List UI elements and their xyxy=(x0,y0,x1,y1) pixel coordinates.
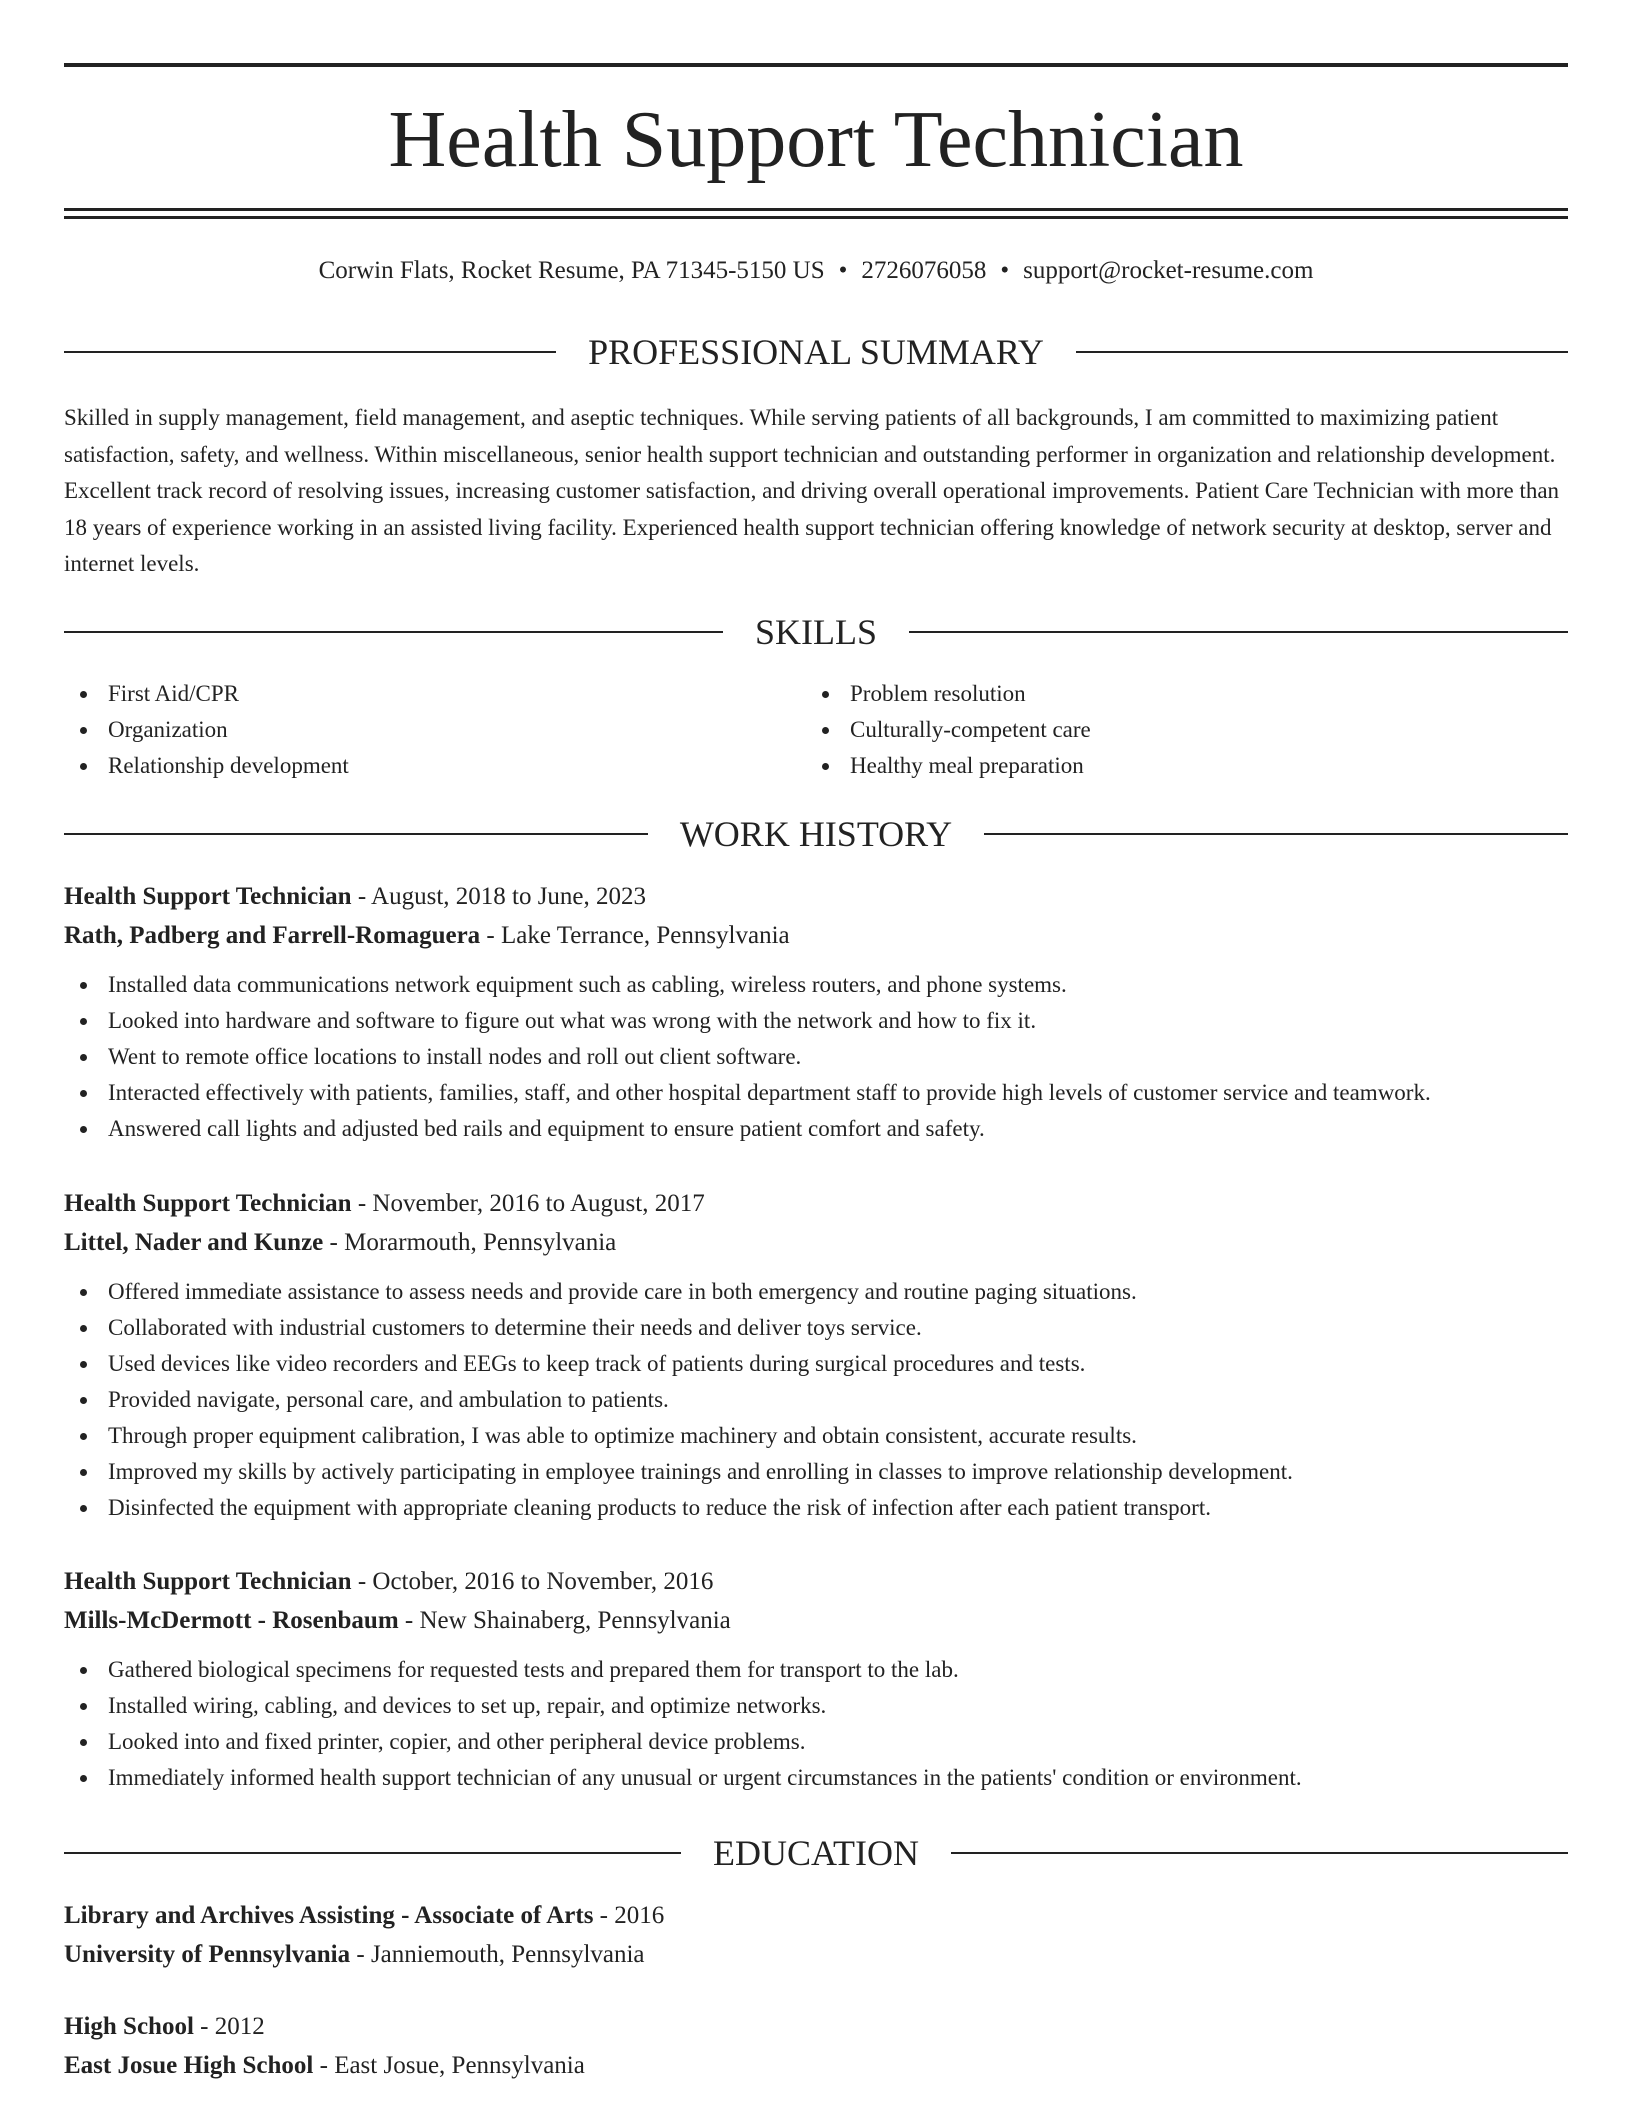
job-company: Littel, Nader and Kunze xyxy=(64,1229,324,1256)
education-location: East Josue, Pennsylvania xyxy=(334,2052,585,2079)
summary-heading-label: PROFESSIONAL SUMMARY xyxy=(588,332,1044,372)
job-company-line: Littel, Nader and Kunze - Morarmouth, Pennsylvania xyxy=(64,1229,617,1256)
heading-rule xyxy=(64,1852,681,1854)
heading-rule xyxy=(1076,351,1568,353)
education-heading xyxy=(64,1831,1568,1875)
job-bullet: Installed wiring, cabling, and devices to set up, repair, and optimize networks. xyxy=(64,1688,1568,1724)
job-location: New Shainaberg, Pennsylvania xyxy=(419,1607,731,1634)
education-entry-1 xyxy=(64,1896,1568,1974)
job-title: Health Support Technician xyxy=(64,1190,352,1217)
heading-rule xyxy=(64,631,723,633)
job-bullet: Looked into hardware and software to figure out what was wrong with the network and how to fix it. xyxy=(64,1003,1568,1039)
heading-rule xyxy=(984,833,1568,835)
job-bullet: Gathered biological specimens for requested tests and prepared them for transport to the lab. xyxy=(64,1652,1568,1688)
job-entry-2 xyxy=(64,1184,1568,1526)
job-bullet: Answered call lights and adjusted bed rails and equipment to ensure patient comfort and safety. xyxy=(64,1111,1568,1147)
skills-heading xyxy=(64,610,1568,654)
skill-item: Relationship development xyxy=(64,748,806,784)
contact-line xyxy=(64,254,1568,288)
job-entry-1 xyxy=(64,877,1568,1147)
skills-heading-label: SKILLS xyxy=(755,612,878,652)
education-school: East Josue High School xyxy=(64,2052,314,2079)
summary-heading xyxy=(64,330,1568,374)
heading-rule xyxy=(64,351,556,353)
title-rule-upper xyxy=(64,208,1568,211)
job-company: Mills-McDermott - Rosenbaum xyxy=(64,1607,399,1634)
education-school: University of Pennsylvania xyxy=(64,1941,351,1968)
heading-rule xyxy=(909,631,1568,633)
job-dates: October, 2016 to November, 2016 xyxy=(372,1568,714,1595)
education-heading-label: EDUCATION xyxy=(713,1833,919,1873)
job-title-line: Health Support Technician - August, 2018 to June, 2023 xyxy=(64,883,647,910)
skill-item: Problem resolution xyxy=(806,676,1548,712)
contact-phone: 2726076058 xyxy=(861,257,987,284)
job-bullet: Used devices like video recorders and EEGs to keep track of patients during surgical procedures and tests. xyxy=(64,1346,1568,1382)
job-bullet: Improved my skills by actively participating in employee trainings and enrolling in classes to improve relationship development. xyxy=(64,1454,1568,1490)
job-dates: November, 2016 to August, 2017 xyxy=(372,1190,705,1217)
job-title-line: Health Support Technician - November, 2016 to August, 2017 xyxy=(64,1190,705,1217)
job-bullet: Immediately informed health support technician of any unusual or urgent circumstances in the patients' condition or environment. xyxy=(64,1760,1568,1796)
job-title: Health Support Technician xyxy=(64,883,352,910)
education-year: 2016 xyxy=(614,1902,665,1929)
skills-column-left xyxy=(64,676,806,784)
contact-separator: • xyxy=(838,257,848,284)
job-bullet: Interacted effectively with patients, families, staff, and other hospital department staff to provide high levels of customer service and teamwork. xyxy=(64,1075,1568,1111)
job-bullet: Provided navigate, personal care, and ambulation to patients. xyxy=(64,1382,1568,1418)
work-history-heading-label: WORK HISTORY xyxy=(679,814,953,854)
work-history-heading xyxy=(64,812,1568,856)
job-bullet: Through proper equipment calibration, I was able to optimize machinery and obtain consistent, accurate results. xyxy=(64,1418,1568,1454)
education-entry-2 xyxy=(64,2007,1568,2085)
job-company: Rath, Padberg and Farrell-Romaguera xyxy=(64,922,481,949)
heading-rule xyxy=(951,1852,1568,1854)
job-bullets xyxy=(64,1652,1568,1796)
skill-item: Organization xyxy=(64,712,806,748)
job-bullet: Collaborated with industrial customers to determine their needs and deliver toys service. xyxy=(64,1310,1568,1346)
education-degree: High School xyxy=(64,2013,194,2040)
job-bullet: Disinfected the equipment with appropriate cleaning products to reduce the risk of infection after each patient transport. xyxy=(64,1490,1568,1526)
contact-address: Corwin Flats, Rocket Resume, PA 71345-5150 US xyxy=(318,257,825,284)
education-year: 2012 xyxy=(214,2013,265,2040)
job-company-line: Rath, Padberg and Farrell-Romaguera - Lake Terrance, Pennsylvania xyxy=(64,922,790,949)
job-title: Health Support Technician xyxy=(64,1568,352,1595)
resume-title: Health Support Technician xyxy=(388,96,1244,184)
job-dates: August, 2018 to June, 2023 xyxy=(371,883,647,910)
skills-column-right xyxy=(806,676,1548,784)
education-school-line: University of Pennsylvania - Janniemouth, Pennsylvania xyxy=(64,1941,645,1968)
skill-item: Culturally-competent care xyxy=(806,712,1548,748)
education-degree-line: High School - 2012 xyxy=(64,2013,265,2040)
contact-separator: • xyxy=(1000,257,1010,284)
job-title-line: Health Support Technician - October, 2016 to November, 2016 xyxy=(64,1568,714,1595)
job-bullet: Offered immediate assistance to assess needs and provide care in both emergency and routine paging situations. xyxy=(64,1274,1568,1310)
job-bullets xyxy=(64,1274,1568,1526)
job-bullet: Looked into and fixed printer, copier, and other peripheral device problems. xyxy=(64,1724,1568,1760)
job-bullet: Went to remote office locations to install nodes and roll out client software. xyxy=(64,1039,1568,1075)
education-degree: Library and Archives Assisting - Associate of Arts xyxy=(64,1902,594,1929)
job-location: Morarmouth, Pennsylvania xyxy=(344,1229,617,1256)
skill-item: Healthy meal preparation xyxy=(806,748,1548,784)
title-rule-lower xyxy=(64,216,1568,219)
top-rule xyxy=(64,63,1568,67)
job-bullet: Installed data communications network equipment such as cabling, wireless routers, and phone systems. xyxy=(64,967,1568,1003)
job-location: Lake Terrance, Pennsylvania xyxy=(501,922,790,949)
heading-rule xyxy=(64,833,648,835)
education-degree-line: Library and Archives Assisting - Associate of Arts - 2016 xyxy=(64,1902,665,1929)
job-company-line: Mills-McDermott - Rosenbaum - New Shainaberg, Pennsylvania xyxy=(64,1607,731,1634)
skill-item: First Aid/CPR xyxy=(64,676,806,712)
skills-list xyxy=(64,676,1568,784)
summary-text: Skilled in supply management, field management, and aseptic techniques. While serving patients of all backgrounds, I am committed to maximizing patient satisfaction, safety, and wellness. Within miscellaneous, senior health support technician and outstanding performer in organization and relationship development. Excellent track record of resolving issues, increasing customer satisfaction, and driving overall operational improvements. Patient Care Technician with more than 18 years of experience working in an assisted living facility. Experienced health support technician offering knowledge of network security at desktop, server and internet levels. xyxy=(64,405,1560,576)
education-school-line: East Josue High School - East Josue, Pennsylvania xyxy=(64,2052,585,2079)
job-entry-3 xyxy=(64,1562,1568,1796)
job-bullets xyxy=(64,967,1568,1147)
contact-email: support@rocket-resume.com xyxy=(1023,257,1314,284)
education-location: Janniemouth, Pennsylvania xyxy=(370,1941,645,1968)
